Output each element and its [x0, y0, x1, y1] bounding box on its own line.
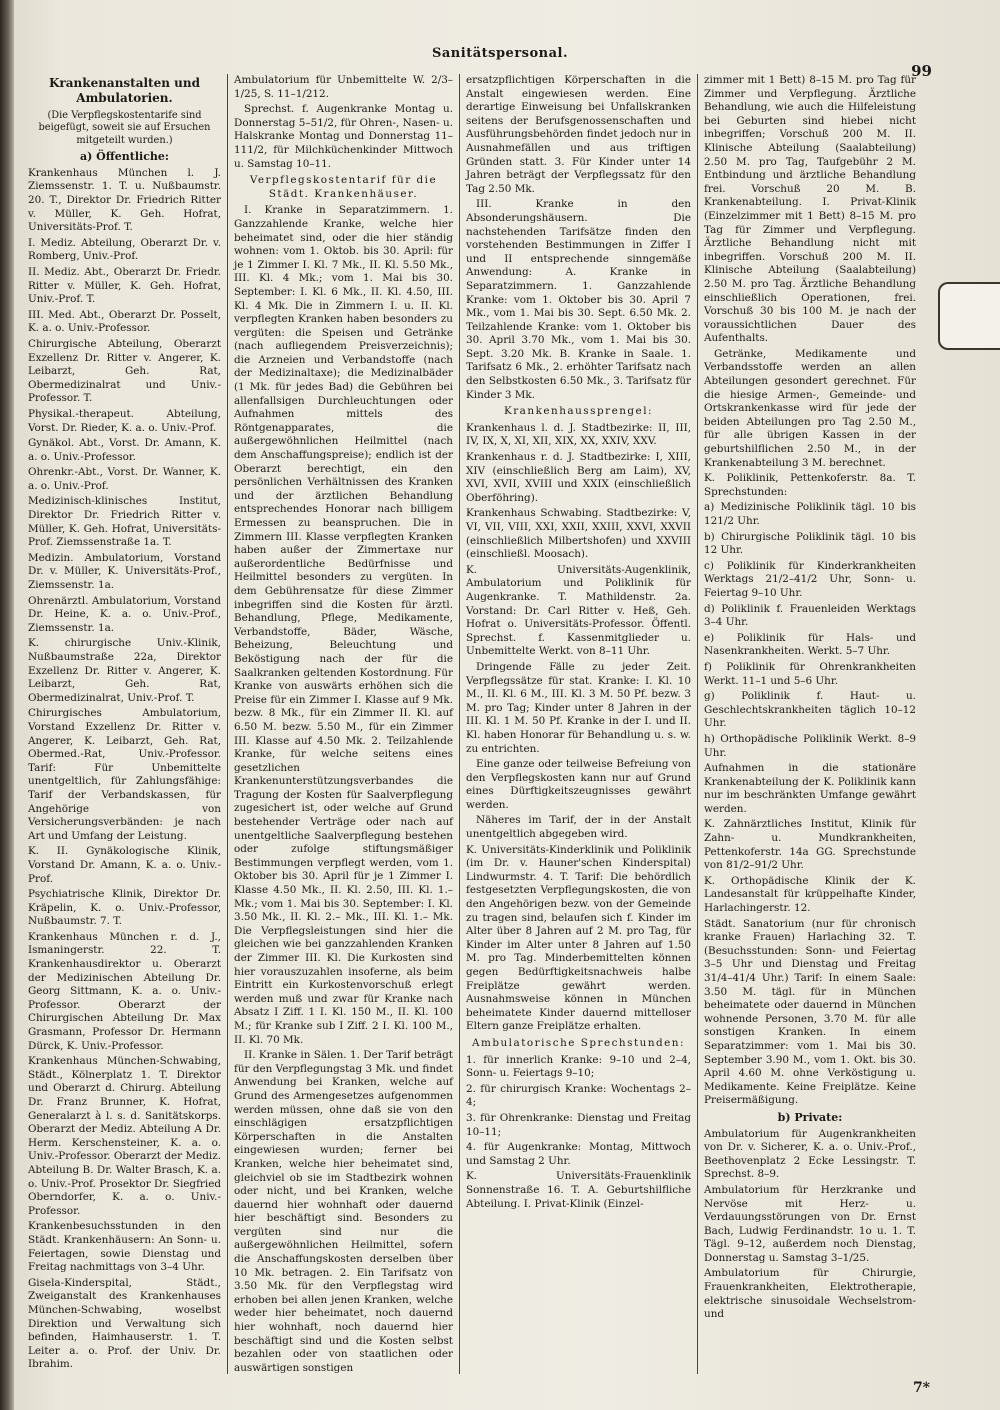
entry-paragraph: K. Zahnärztliches Institut, Klinik für Zahn- u. Mundkrankheiten, Pettenkoferstr. 14a GG. Sprechstunde von 81/2–91/2 Uhr.: [704, 818, 916, 872]
entry-paragraph: I. Mediz. Abteilung, Oberarzt Dr. v. Romberg, Univ.-Prof.: [28, 236, 221, 263]
entry-paragraph: Näheres im Tarif, der in der Anstalt unentgeltlich abgegeben wird.: [466, 814, 691, 841]
entry-paragraph: Chirurgisches Ambulatorium, Vorstand Exzellenz Dr. Ritter v. Angerer, K. Leibarzt, Geh. Rat, Obermed.-Rat, Univ.-Professor. Tarif: Für Unbemittelte unentgeltlich, für Zahlungsfähige: Tarif der Verbandskassen, für Angehörige von Versicherungsverbänden: je nach Art und Umfang der Leistung.: [28, 707, 221, 842]
entry-paragraph: Ambulatorium für Unbemittelte W. 2/3–1/25, S. 11–1/212.: [234, 74, 453, 100]
entry-paragraph: Medizinisch-klinisches Institut, Direktor Dr. Friedrich Ritter v. Müller, K. Geh. Hofrat, Universitäts-Prof. Ziemssenstraße 1a. T.: [28, 495, 221, 549]
entry-paragraph: 1. für innerlich Kranke: 9–10 und 2–4, Sonn- u. Feiertags 9–10;: [466, 1053, 691, 1080]
entry-paragraph: Krankenhaus München r. d. J., Ismaningerstr. 22. T. Krankenhausdirektor u. Oberarzt der Medizinischen Abteilung Dr. Georg Sittmann, K. a. o. Univ.-Professor. Oberarzt der Chirurgischen Abteilung Dr. Max Grasmann, Professor Dr. Hermann Dürck, K. Univ.-Professor.: [28, 930, 221, 1052]
entry-paragraph: Ohrenärztl. Ambulatorium, Vorstand Dr. Heine, K. a. o. Univ.-Prof., Ziemssenstr. 1a.: [28, 594, 221, 634]
entry-paragraph: Dringende Fälle zu jeder Zeit. Verpflegssätze für stat. Kranke: I. Kl. 10 M., II. Kl. 6 M., III. Kl. 3 M. 50 Pf. bezw. 3 M. pro Tag; Kinder unter 8 Jahren in der III. Kl. 1 M. 50 Pf. Kranke in der I. und II. Kl. haben Honorar für Behandlung u. s. w. zu entrichten.: [466, 660, 691, 755]
running-head: Sanitätspersonal.: [432, 46, 568, 61]
book-binding: [0, 0, 14, 1410]
column-4: [697, 74, 922, 1374]
entry-paragraph: ersatzpflichtigen Körperschaften in die Anstalt eingewiesen werden. Eine derartige Einweisung bei Unfallskranken seitens der Berufsgenossenschaften und Ausführungsbehörden findet jedoch nur in Ausnahmefällen und aus triftigen Gründen statt. 3. Für Kinder unter 14 Jahren beträgt der Verpflegssatz für den Tag 2.50 Mk.: [466, 74, 691, 195]
column-3: [459, 74, 697, 1374]
entry-paragraph: 3. für Ohrenkranke: Dienstag und Freitag 10–11;: [466, 1111, 691, 1138]
subsection-heading: b) Private:: [777, 1110, 843, 1124]
column-1: [22, 74, 227, 1374]
entry-paragraph: K. Poliklinik, Pettenkoferstr. 8a. T. Sprechstunden:: [704, 472, 916, 498]
editorial-note: (Die Verpflegskostentarife sind beigefügt, soweit sie auf Ersuchen mitgeteilt wurden.): [38, 110, 211, 146]
entry-paragraph: K. II. Gynäkologische Klinik, Vorstand Dr. Amann, K. a. o. Univ.-Prof.: [28, 845, 221, 885]
entry-paragraph: II. Kranke in Sälen. 1. Der Tarif beträgt für den Verpflegungstag 3 Mk. und findet Anwendung bei Kranken, welche auf Grund des Armengesetzes aufgenommen werden müssen, ohne daß sie von den einschlägigen ersatzpflichtigen Körperschaften in die Anstalten eingewiesen wurden; ferner bei Kranken, welche hier beheimatet sind, gleichviel ob sie im Stadtbezirk wohnen oder nicht, und bei Kranken, welche dauernd hier wohnhaft oder dauernd hier beschäftigt sind. Besonders zu vergüten sind nur die außergewöhnlichen Heilmittel, sofern die Anschaffungskosten derselben über 10 Mk. betragen. 2. Ein Tarifsatz von 3.50 Mk. für den Verpflegstag wird erhoben bei allen jenen Kranken, welche weder hier beheimatet, noch dauernd hier wohnhaft, noch dauernd hier beschäftigt sind und die Kosten selbst bezahlen oder von staatlichen oder auswärtigen sonstigen: [234, 1049, 453, 1374]
entry-paragraph: K. Universitäts-Frauenklinik Sonnenstraße 16. T. A. Geburtshilfliche Abteilung. I. Privat-Klinik (Einzel-: [466, 1170, 691, 1210]
entry-paragraph: g) Poliklinik f. Haut- u. Geschlechtskrankheiten täglich 10–12 Uhr.: [704, 690, 916, 730]
entry-paragraph: Krankenhaus München-Schwabing, Städt., Kölnerplatz 1. T. Direktor und Oberarzt d. Chirurg. Abteilung Dr. Franz Brunner, K. Hofrat, Generalarzt à l. s. d. Sanitätskorps. Oberarzt der Mediz. Abteilung A Dr. Herm. Kerschensteiner, K. a. o. Univ.-Professor. Oberarzt der Mediz. Abteilung B. Dr. Walter Brasch, K. a. o. Univ.-Prof. Prosektor Dr. Siegfried Oberndorfer, K. a. o. Univ.-Professor.: [28, 1055, 221, 1217]
printer-signature: 7*: [912, 1380, 930, 1396]
spaced-heading: Krankenhaussprengel:: [503, 405, 654, 418]
page-number: 99: [911, 62, 932, 80]
spaced-heading: Verpflegskostentarif für die Städt. Krankenhäuser.: [249, 174, 438, 200]
entry-paragraph: h) Orthopädische Poliklinik Werkt. 8–9 Uhr.: [704, 732, 916, 759]
entry-paragraph: III. Kranke in den Absonderungshäusern. Die nachstehenden Tarifsätze finden den vorstehenden Bestimmungen in Ziffer I und II entsprechende sinngemäße Anwendung: A. Kranke in Separatzimmern. 1. Ganzzahlende Kranke: vom 1. Oktober bis 30. April 7 Mk., vom 1. Mai bis 30. Sept. 6.50 Mk. 2. Teilzahlende Kranke: vom 1. Oktober bis 30. April 3.70 Mk., vom 1. Mai bis 30. Sept. 3.20 Mk. B. Kranke in Saale. 1. Tarifsatz 6 Mk., 2. erhöhter Tarifsatz nach den Selbstkosten 6.50 Mk., 3. Tarifsatz für Kinder 3 Mk.: [466, 198, 691, 401]
entry-paragraph: K. Orthopädische Klinik der K. Landesanstalt für krüppelhafte Kinder, Harlachingerstr. 12.: [704, 874, 916, 915]
entry-paragraph: Krankenbesuchsstunden in den Städt. Krankenhäusern: An Sonn- u. Feiertagen, sowie Dienstag und Freitag nachmittags von 3–4 Uhr.: [28, 1220, 221, 1274]
subsection-heading: a) Öffentliche:: [80, 150, 169, 164]
text-columns: [22, 74, 922, 1374]
entry-paragraph: II. Mediz. Abt., Oberarzt Dr. Friedr. Ritter v. Müller, K. Geh. Hofrat, Univ.-Prof. T.: [28, 265, 221, 306]
entry-paragraph: 4. für Augenkranke: Montag, Mittwoch und Samstag 2 Uhr.: [466, 1141, 691, 1167]
entry-paragraph: Gisela-Kinderspital, Städt., Zweiganstalt des Krankenhauses München-Schwabing, woselbst Direktion und Verwaltung sich befinden, Haimhauserstr. 1. T. Leiter a. o. Prof. der Univ. Dr. Ibrahim.: [28, 1276, 221, 1371]
entry-paragraph: e) Poliklinik für Hals- und Nasenkrankheiten. Werkt. 5–7 Uhr.: [704, 631, 916, 658]
entry-paragraph: Krankenhaus München l. J. Ziemssenstr. 1. T. u. Nußbaumstr. 20. T., Direktor Dr. Friedrich Ritter v. Müller, K. Geh. Hofrat, Universitäts-Prof. T.: [28, 166, 221, 234]
entry-paragraph: I. Kranke in Separatzimmern. 1. Ganzzahlende Kranke, welche hier beheimatet sind, oder die hier ständig wohnen: vom 1. Oktob. bis 30. April: für je 1 Zimmer I. Kl. 7 Mk., II. Kl. 5.50 Mk., III. Kl. 4 Mk.; vom 1. Mai bis 30. September: I. Kl. 6 Mk., II. Kl. 4.50, III. Kl. 4 Mk. Die in Zimmern I. u. II. Kl. verpflegten Kranken haben besonders zu vergüten: die Speisen und Getränke (nach aufliegendem Preisverzeichnis); die Arzneien und Verbandstoffe (nach der Medizinaltaxe); die Medizinalbäder (1 Mk. für jedes Bad) die Gebühren bei allenfallsigen Durchleuchtungen oder Aufnahmen mittels des Röntgenapparates, die außergewöhnlichen Heilmittel (nach dem Anschaffungspreise); endlich ist der Oberarzt berechtigt, ein den persönlichen Verhältnissen des Kranken und der ärztlichen Behandlung entsprechendes Honorar nach billigem Ermessen zu beanspruchen. Die in Zimmern III. Klasse verpflegten Kranken haben außer der Zimmertaxe nur außerordentliche Bedürfnisse und Heilmittel besonders zu vergüten. In dem Gebührensatze für diese Zimmer inbegriffen sind die Kosten für ärztl. Behandlung, Pflege, Medikamente, Verbandstoffe, Bäder, Wäsche, Beheizung, Beleuchtung und Beköstigung nach der für die Saalkranken geltenden Kostordnung. Für Kranke von auswärts erhöhen sich die Preise für ein Zimmer I. Klasse auf 9 Mk. bezw. 8 Mk., für ein Zimmer II. Kl. auf 6.50 M. bezw. 5.50 M., für ein Zimmer III. Klasse auf 4.50 Mk. 2. Teilzahlende Kranke, für welche seitens eines gesetzlichen Krankenunterstützungsverbandes die Tragung der Kosten für Saalverpflegung zugesichert ist, oder welche auf Grund bestehender Verträge oder nach auf unentgeltliche Saalverpflegung bestehen oder zufolge stiftungsmäßiger Bestimmungen verpflegt werden, vom 1. Oktober bis 30. April für je 1 Zimmer I. Klasse 4.50 Mk., II. Kl. 2.50, III. Kl. 1.– Mk.; vom 1. Mai bis 30. September: I. Kl. 3.50 Mk., II. Kl. 2.– Mk., III. Kl. 1.– Mk. Die Verpflegsleistungen sind hier die gleichen wie bei ganzzahlenden Kranken der Zimmer III. Kl. Die Kurkosten sind hier vorauszuzahlen insoferne, als beim Eintritt ein Kurkostenvorschuß erlegt werden muß und zwar für Kranke nach Absatz I Ziff. 1 I. Kl. 150 M., II. Kl. 100 M.; für Kranke sub I Ziff. 2 I. Kl. 100 M., II. Kl. 70 Mk.: [234, 204, 453, 1046]
entry-paragraph: Ambulatorium für Chirurgie, Frauenkrankheiten, Elektrotherapie, elektrische sinusoidale Wechselstrom- und: [704, 1267, 916, 1321]
entry-paragraph: Chirurgische Abteilung, Oberarzt Exzellenz Dr. Ritter v. Angerer, K. Leibarzt, Geh. Rat, Obermedizinalrat und Univ.-Professor. T.: [28, 337, 221, 405]
entry-paragraph: zimmer mit 1 Bett) 8–15 M. pro Tag für Zimmer und Verpflegung. Ärztliche Behandlung, wie auch die Hilfeleistung bei Geburten sind hiebei nicht inbegriffen; Vorschuß 200 M. II. Klinische Abteilung (Saalabteilung) 2.50 M. pro Tag, Taufgebühr 2 M. Entbindung und ärztliche Behandlung frei. Vorschuß 20 M. B. Krankenabteilung. I. Privat-Klinik (Einzelzimmer mit 1 Bett) 8–15 M. pro Tag für Zimmer und Verpflegung. Ärztliche Behandlung nicht mit inbegriffen. Vorschuß 200 M. II. Klinische Abteilung (Saalabteilung) 2.50 M. pro Tag. Ärztliche Behandlung einschließlich Operationen, frei. Vorschuß 30 bis 100 M. je nach der voraussichtlichen Dauer des Aufenthalts.: [704, 74, 916, 345]
entry-paragraph: Krankenhaus l. d. J. Stadtbezirke: II, III, IV, IX, X, XI, XII, XIX, XX, XXIV, XXV.: [466, 421, 691, 448]
spaced-heading: Ambulatorische Sprechstunden:: [471, 1036, 686, 1049]
entry-paragraph: d) Poliklinik f. Frauenleiden Werktags 3–4 Uhr.: [704, 602, 916, 629]
entry-paragraph: Ambulatorium für Augenkrankheiten von Dr. v. Sicherer, K. a. o. Univ.-Prof., Beethovenplatz 2 Ecke Lessingstr. T. Sprechst. 8–9.: [704, 1127, 916, 1181]
entry-paragraph: Krankenhaus Schwabing. Stadtbezirke: V, VI, VII, VIII, XXI, XXII, XXIII, XXVI, XXVII (einschließlich Milbertshofen) und XXVIII (einschließl. Moosach).: [466, 507, 691, 561]
entry-paragraph: Ohrenkr.-Abt., Vorst. Dr. Wanner, K. a. o. Univ.-Prof.: [28, 466, 221, 492]
entry-paragraph: Eine ganze oder teilweise Befreiung von den Verpflegskosten kann nur auf Grund eines Dürftigkeitszeugnisses gewährt werden.: [466, 758, 691, 811]
entry-paragraph: Medizin. Ambulatorium, Vorstand Dr. v. Müller, K. Universitäts-Prof., Ziemssenstr. 1a.: [28, 551, 221, 592]
entry-paragraph: K. Universitäts-Augenklinik, Ambulatorium und Poliklinik für Augenkranke. T. Mathildenstr. 2a. Vorstand: Dr. Carl Ritter v. Heß, Geh. Hofrat o. Universitäts-Professor. Öffentl. Sprechst. f. Kassenmitglieder u. Unbemittelte Werkt. von 8–11 Uhr.: [466, 563, 691, 658]
entry-paragraph: Krankenhaus r. d. J. Stadtbezirke: I, XIII, XIV (einschließlich Berg am Laim), XV, XVI, XVII, XVIII und XXIX (einschließlich Oberföhring).: [466, 451, 691, 504]
entry-paragraph: Ambulatorium für Herzkranke und Nervöse mit Herz- u. Verdauungsstörungen von Dr. Ernst Bach, Ludwig Ferdinandstr. 1o u. 1. T. Tägl. 9–12, außerdem noch Dienstag, Donnerstag u. Samstag 3–1/25.: [704, 1183, 916, 1264]
entry-paragraph: K. chirurgische Univ.-Klinik, Nußbaumstraße 22a, Direktor Exzellenz Dr. Ritter v. Angerer, K. Leibarzt, Geh. Rat, Obermedizinalrat, Univ.-Prof. T.: [28, 637, 221, 704]
entry-paragraph: Physikal.-therapeut. Abteilung, Vorst. Dr. Rieder, K. a. o. Univ.-Prof.: [28, 407, 221, 434]
entry-paragraph: III. Med. Abt., Oberarzt Dr. Posselt, K. a. o. Univ.-Professor.: [28, 308, 221, 335]
entry-paragraph: 2. für chirurgisch Kranke: Wochentags 2–4;: [466, 1082, 691, 1109]
entry-paragraph: f) Poliklinik für Ohrenkrankheiten Werkt. 11–1 und 5–6 Uhr.: [704, 660, 916, 687]
entry-paragraph: Sprechst. f. Augenkranke Montag u. Donnerstag 5–51/2, für Ohren-, Nasen- u. Halskranke Montag und Donnerstag 11–111/2, für Milchküchenkinder Mittwoch u. Samstag 10–11.: [234, 103, 453, 170]
index-tab: [938, 282, 1000, 350]
entry-paragraph: c) Poliklinik für Kinderkrankheiten Werktags 21/2–41/2 Uhr, Sonn- u. Feiertag 9–10 Uhr.: [704, 559, 916, 599]
entry-paragraph: Psychiatrische Klinik, Direktor Dr. Kräpelin, K. o. Univ.-Professor, Nußbaumstr. 7. T.: [28, 888, 221, 928]
entry-paragraph: a) Medizinische Poliklinik tägl. 10 bis 121/2 Uhr.: [704, 501, 916, 527]
section-heading: Krankenanstalten und Ambulatorien.: [49, 76, 200, 105]
entry-paragraph: Gynäkol. Abt., Vorst. Dr. Amann, K. a. o. Univ.-Professor.: [28, 437, 221, 463]
entry-paragraph: Städt. Sanatorium (nur für chronisch kranke Frauen) Harlaching 32. T. (Besuchsstunden: Sonn- und Feiertag 3–5 Uhr und Dienstag und Freitag 31/4–41/4 Uhr.) Tarif: In einem Saale: 3.50 M. tägl. für in München beheimatete oder dauernd in München wohnende Personen, 3.70 M. für alle sonstigen Kranken. In einem Separatzimmer: vom 1. Mai bis 30. September 3.90 M., vom 1. Okt. bis 30. April 4.60 M. ohne Verköstigung u. Medikamente. Keine Freiplätze. Keine Preisermäßigung.: [704, 917, 916, 1107]
entry-paragraph: K. Universitäts-Kinderklinik und Poliklinik (im Dr. v. Hauner'schen Kinderspital) Lindwurmstr. 4. T. Tarif: Die behördlich festgesetzten Verpflegungskosten, die von den Angehörigen bezw. von der Gemeinde zu tragen sind, belaufen sich f. Kinder im Alter über 8 Jahren auf 2 M. pro Tag, für Kinder im Alter unter 8 Jahren auf 1.50 M. pro Tag. Minderbemittelten können gegen Bedürftigkeitsnachweis halbe Freiplätze gewährt werden. Ausnahmsweise können in München beheimatete Kinder dauernd mittelloser Eltern ganze Freiplätze erhalten.: [466, 843, 691, 1033]
entry-paragraph: Aufnahmen in die stationäre Krankenabteilung der K. Poliklinik kann nur im beschränkten Umfange gewährt werden.: [704, 762, 916, 815]
entry-paragraph: Getränke, Medikamente und Verbandsstoffe werden an allen Abteilungen gesondert gerechnet. Für die hiesige Armen-, Gemeinde- und Ortskrankenkasse wird für jede der beiden Abteilungen pro Tag 2.50 M., für alle übrigen Kassen in der geburtshilflichen 2.50 M., in der Krankenabteilung 3 M. berechnet.: [704, 347, 916, 469]
entry-paragraph: b) Chirurgische Poliklinik tägl. 10 bis 12 Uhr.: [704, 530, 916, 557]
column-2: [227, 74, 459, 1374]
